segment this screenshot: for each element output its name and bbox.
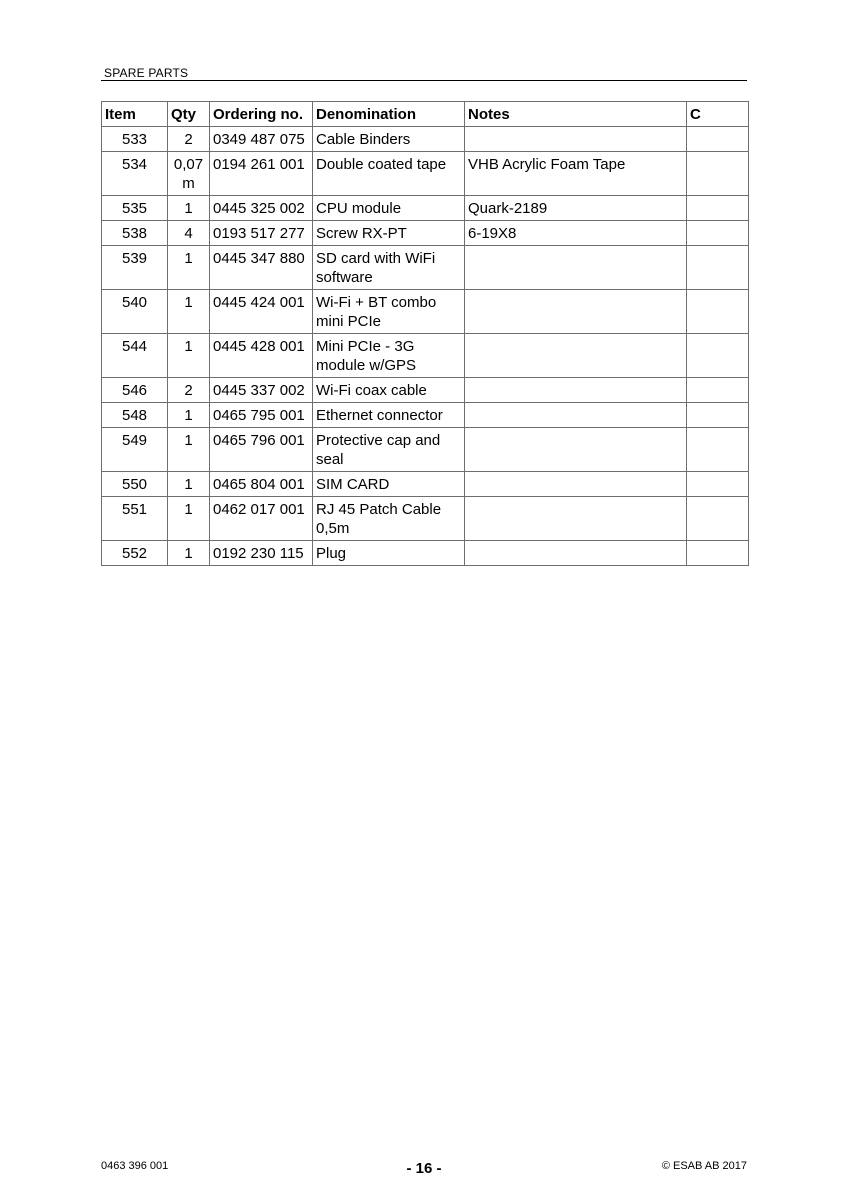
cell-qty: 1: [168, 497, 210, 541]
cell-notes: [465, 378, 687, 403]
cell-notes: [465, 428, 687, 472]
cell-item: 552: [102, 541, 168, 566]
cell-c: [687, 541, 749, 566]
cell-ordering-no: 0194 261 001: [210, 152, 313, 196]
table-row: [102, 541, 749, 566]
cell-denomination: SIM CARD: [313, 472, 465, 497]
cell-qty: 4: [168, 221, 210, 246]
table-row: [102, 127, 749, 152]
table-row: [102, 472, 749, 497]
cell-qty: 2: [168, 127, 210, 152]
cell-notes: [465, 472, 687, 497]
cell-notes: [465, 246, 687, 290]
cell-denomination: Mini PCIe - 3G module w/GPS: [313, 334, 465, 378]
cell-qty: 0,07 m: [168, 152, 210, 196]
table-row: [102, 221, 749, 246]
cell-c: [687, 472, 749, 497]
cell-item: 534: [102, 152, 168, 196]
column-header-c: C: [687, 102, 749, 127]
table-row: [102, 428, 749, 472]
column-header-denomination: Denomination: [313, 102, 465, 127]
cell-notes: Quark-2189: [465, 196, 687, 221]
table-row: [102, 290, 749, 334]
cell-c: [687, 127, 749, 152]
column-header-qty: Qty: [168, 102, 210, 127]
cell-item: 546: [102, 378, 168, 403]
table-row: [102, 334, 749, 378]
cell-denomination: Wi-Fi + BT combo mini PCIe: [313, 290, 465, 334]
cell-notes: VHB Acrylic Foam Tape: [465, 152, 687, 196]
cell-c: [687, 152, 749, 196]
table-row: [102, 497, 749, 541]
cell-qty: 1: [168, 334, 210, 378]
cell-ordering-no: 0349 487 075: [210, 127, 313, 152]
cell-notes: [465, 403, 687, 428]
cell-c: [687, 428, 749, 472]
table-row: [102, 152, 749, 196]
page-number: - 16 -: [406, 1160, 442, 1177]
section-title: SPARE PARTS: [104, 66, 189, 80]
table-row: [102, 403, 749, 428]
cell-ordering-no: 0465 795 001: [210, 403, 313, 428]
cell-denomination: Protective cap and seal: [313, 428, 465, 472]
cell-item: 551: [102, 497, 168, 541]
cell-notes: [465, 541, 687, 566]
column-header-ordering-no: Ordering no.: [210, 102, 313, 127]
cell-denomination: RJ 45 Patch Cable 0,5m: [313, 497, 465, 541]
cell-notes: [465, 290, 687, 334]
cell-c: [687, 378, 749, 403]
cell-c: [687, 196, 749, 221]
cell-qty: 1: [168, 472, 210, 497]
cell-item: 548: [102, 403, 168, 428]
cell-denomination: Double coated tape: [313, 152, 465, 196]
cell-notes: [465, 127, 687, 152]
cell-c: [687, 221, 749, 246]
cell-qty: 1: [168, 541, 210, 566]
table-row: [102, 196, 749, 221]
document-number: 0463 396 001: [101, 1160, 169, 1172]
cell-ordering-no: 0462 017 001: [210, 497, 313, 541]
cell-denomination: CPU module: [313, 196, 465, 221]
cell-item: 549: [102, 428, 168, 472]
cell-item: 538: [102, 221, 168, 246]
cell-ordering-no: 0445 337 002: [210, 378, 313, 403]
cell-item: 550: [102, 472, 168, 497]
cell-ordering-no: 0193 517 277: [210, 221, 313, 246]
cell-c: [687, 497, 749, 541]
spare-parts-table: [101, 101, 749, 566]
cell-qty: 1: [168, 403, 210, 428]
cell-denomination: Screw RX-PT: [313, 221, 465, 246]
copyright: © ESAB AB 2017: [661, 1160, 747, 1172]
cell-item: 540: [102, 290, 168, 334]
cell-notes: 6-19X8: [465, 221, 687, 246]
cell-ordering-no: 0445 325 002: [210, 196, 313, 221]
cell-c: [687, 403, 749, 428]
cell-denomination: Wi-Fi coax cable: [313, 378, 465, 403]
cell-qty: 2: [168, 378, 210, 403]
cell-denomination: Ethernet connector: [313, 403, 465, 428]
column-header-notes: Notes: [465, 102, 687, 127]
cell-qty: 1: [168, 246, 210, 290]
cell-ordering-no: 0465 796 001: [210, 428, 313, 472]
cell-c: [687, 246, 749, 290]
cell-item: 535: [102, 196, 168, 221]
cell-c: [687, 334, 749, 378]
cell-qty: 1: [168, 290, 210, 334]
cell-ordering-no: 0445 347 880: [210, 246, 313, 290]
column-header-item: Item: [102, 102, 168, 127]
cell-denomination: Plug: [313, 541, 465, 566]
header-rule: [101, 80, 747, 81]
cell-item: 533: [102, 127, 168, 152]
table-row: [102, 246, 749, 290]
cell-notes: [465, 334, 687, 378]
cell-denomination: Cable Binders: [313, 127, 465, 152]
cell-notes: [465, 497, 687, 541]
cell-qty: 1: [168, 196, 210, 221]
cell-c: [687, 290, 749, 334]
cell-item: 539: [102, 246, 168, 290]
cell-ordering-no: 0192 230 115: [210, 541, 313, 566]
cell-item: 544: [102, 334, 168, 378]
cell-ordering-no: 0465 804 001: [210, 472, 313, 497]
cell-denomination: SD card with WiFi software: [313, 246, 465, 290]
cell-ordering-no: 0445 424 001: [210, 290, 313, 334]
cell-ordering-no: 0445 428 001: [210, 334, 313, 378]
cell-qty: 1: [168, 428, 210, 472]
table-header-row: [102, 102, 749, 127]
table-row: [102, 378, 749, 403]
